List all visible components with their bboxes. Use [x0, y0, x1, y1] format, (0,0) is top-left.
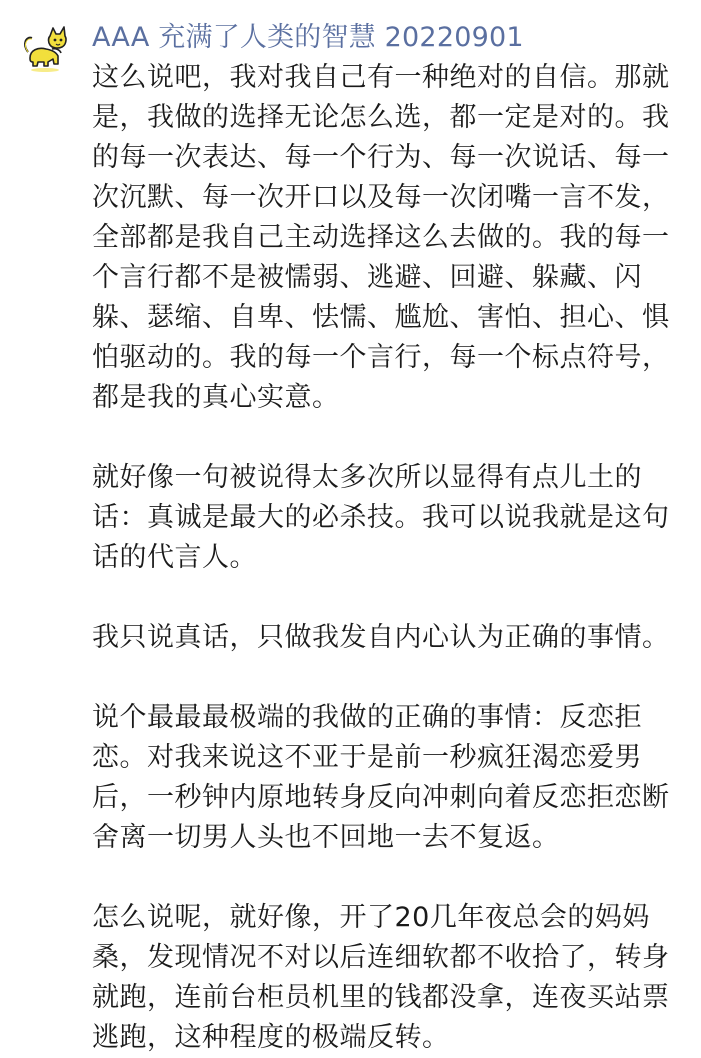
message-body	[92, 58, 688, 1058]
cat-icon	[20, 22, 72, 74]
message-paragraph: 这么说吧，我对我自己有一种绝对的自信。那就是，我做的选择无论怎么选，都一定是对的。我的每一次表达、每一个行为、每一次说话、每一次沉默、每一次开口以及每一次闭嘴一言不发，全部都是我自己主动选择这么去做的。我的每一个言行都不是被懦弱、逃避、回避、躲藏、闪躲、瑟缩、自卑、怯懦、尴尬、害怕、担心、惧怕驱动的。我的每一个言行，每一个标点符号，都是我的真心实意。	[92, 62, 670, 413]
avatar[interactable]	[20, 22, 72, 74]
message-paragraph: 怎么说呢，就好像，开了20几年夜总会的妈妈桑，发现情况不对以后连细软都不收拾了，转身就跑，连前台柜员机里的钱都没拿，连夜买站票逃跑，这种程度的极端反转。	[92, 902, 670, 1053]
message-paragraph: 就好像一句被说得太多次所以显得有点儿土的话：真诚是最大的必杀技。我可以说我就是这句话的代言人。	[92, 462, 670, 573]
sender-name[interactable]: AAA 充满了人类的智慧 20220901	[92, 22, 524, 53]
message-paragraph: 我只说真话，只做我发自内心认为正确的事情。	[92, 622, 670, 653]
message-paragraph: 说个最最最极端的我做的正确的事情：反恋拒恋。对我来说这不亚于是前一秒疯狂渴恋爱男后，一秒钟内原地转身反向冲刺向着反恋拒恋断舍离一切男人头也不回地一去不复返。	[92, 702, 670, 853]
